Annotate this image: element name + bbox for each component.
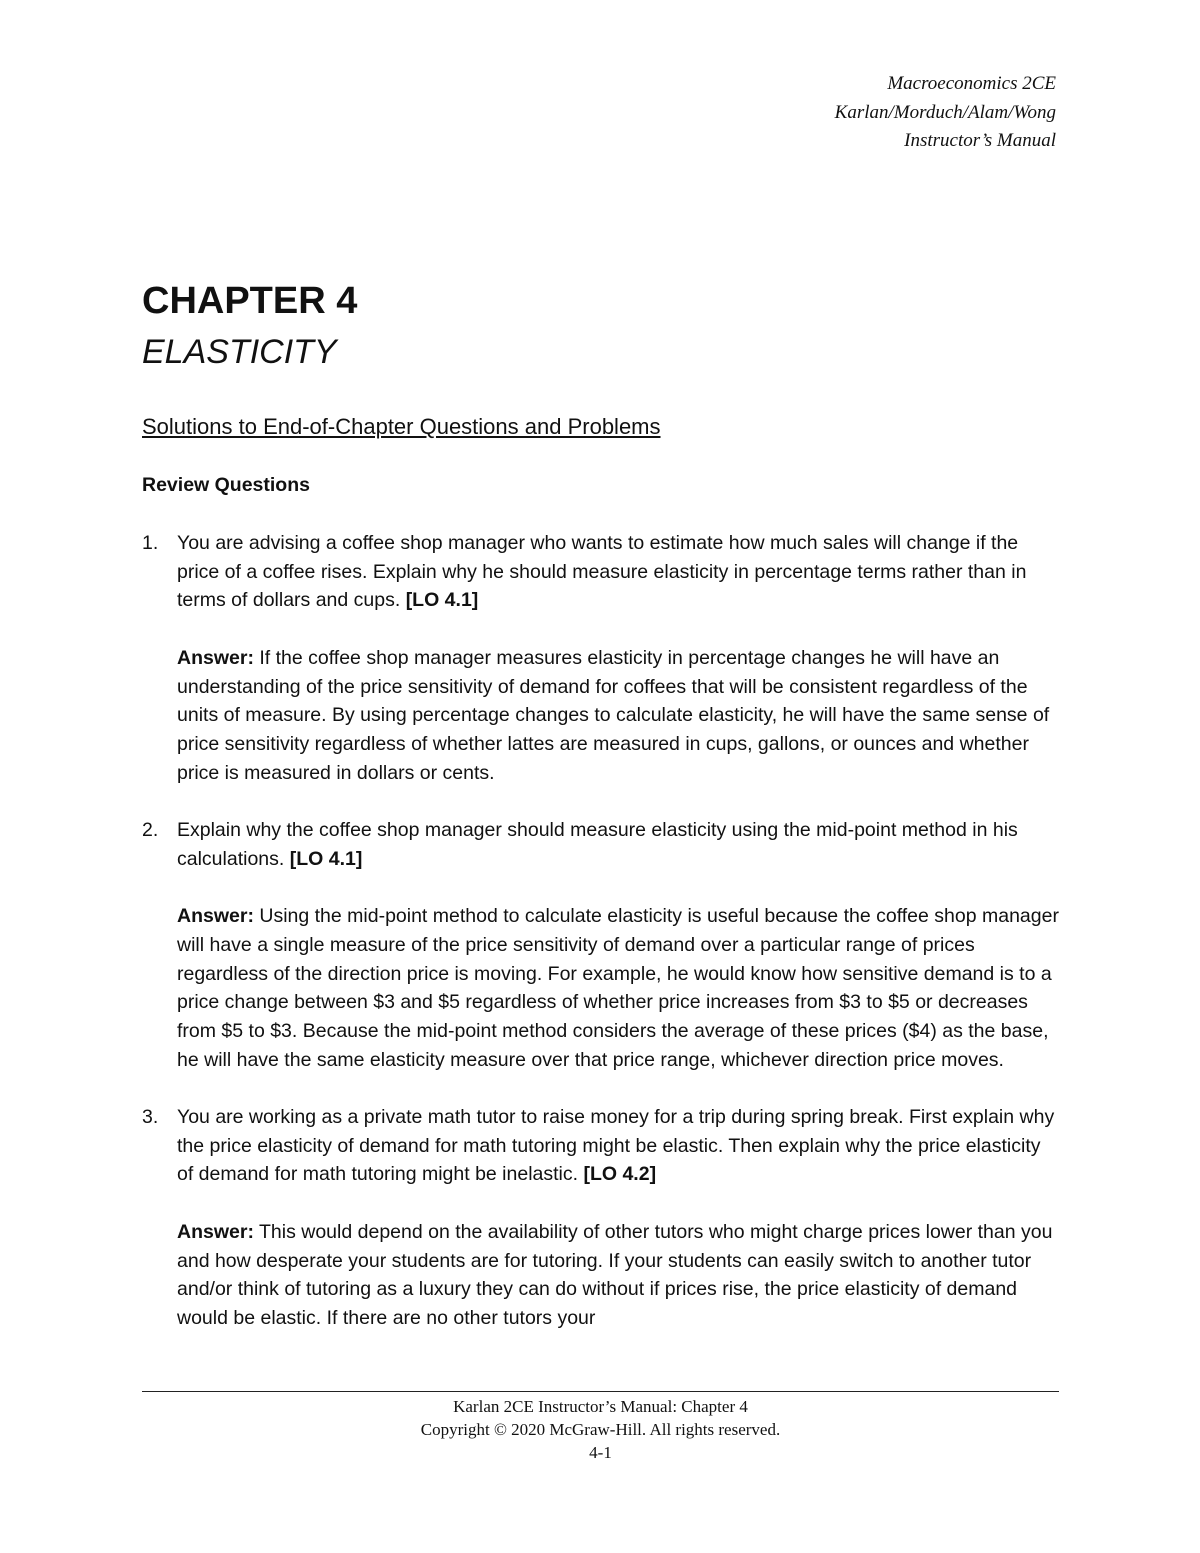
answer-label: Answer:	[177, 905, 254, 928]
review-questions-list	[142, 529, 1062, 1361]
answer-text	[177, 902, 1062, 1074]
question-body: Explain why the coffee shop manager should measure elasticity using the mid-point method in his calculations.	[177, 819, 1018, 870]
question-text	[177, 529, 1062, 615]
chapter-number: CHAPTER 4	[142, 280, 358, 322]
footer-manual-title: Karlan 2CE Instructor’s Manual: Chapter 4	[453, 1397, 748, 1416]
question-body: You are advising a coffee shop manager who wants to estimate how much sales will change if the price of a coffee rises. Explain why he should measure elasticity in percentage terms rather than in terms of dollars and cups.	[177, 532, 1027, 612]
answer-text	[177, 644, 1062, 788]
question-text	[177, 816, 1062, 873]
question-body: You are working as a private math tutor to raise money for a trip during spring break. First explain why the price elasticity of demand for math tutoring might be elastic. Then explain why the price elasticity of demand for math tutoring might be inelastic.	[177, 1106, 1055, 1186]
question-number: 1.	[142, 532, 159, 554]
learning-objective-tag: [LO 4.2]	[583, 1163, 657, 1186]
answer-label: Answer:	[177, 646, 254, 669]
learning-objective-tag: [LO 4.1]	[405, 589, 479, 612]
answer-body: Using the mid-point method to calculate elasticity is useful because the coffee shop manager will have a single measure of the price sensitivity of demand over a particular range of prices regardless of the direction price is moving. For example, he would know how sensitive demand is to a price change between $3 and $5 regardless of whether price increases from $3 to $5 or decreases from $5 to $3. Because the mid-point method considers the average of these prices ($4) as the base, he will have the same elasticity measure over that price range, whichever direction price moves.	[177, 905, 1059, 1071]
learning-objective-tag: [LO 4.1]	[289, 847, 363, 870]
answer-text	[177, 1218, 1062, 1333]
header-authors: Karlan/Morduch/Alam/Wong	[834, 101, 1056, 123]
solutions-heading: Solutions to End-of-Chapter Questions and Problems	[142, 414, 661, 439]
question-item-2	[142, 816, 1062, 1074]
question-text	[177, 1103, 1062, 1189]
header-manual-type: Instructor’s Manual	[904, 130, 1056, 151]
answer-body: This would depend on the availability of other tutors who might charge prices lower than you and how desperate your students are for tutoring. If your students can easily switch to another tutor and/or think of tutoring as a luxury they can do without if prices rise, the price elasticity of demand would be elastic. If there are no other tutors your	[177, 1220, 1053, 1329]
header-book-title: Macroeconomics 2CE	[887, 73, 1056, 94]
footer-divider	[142, 1391, 1059, 1392]
question-item-1	[142, 529, 1062, 787]
page-footer	[142, 1395, 1059, 1464]
page-number: 4-1	[589, 1443, 612, 1462]
footer-copyright: Copyright © 2020 McGraw-Hill. All rights reserved.	[420, 1420, 781, 1439]
chapter-title: ELASTICITY	[142, 333, 337, 371]
answer-body: If the coffee shop manager measures elasticity in percentage changes he will have an understanding of the price sensitivity of demand for coffees that will be consistent regardless of the units of measure. By using percentage changes to calculate elasticity, he will have the same sense of price sensitivity regardless of whether lattes are measured in cups, gallons, or ounces and whether price is measured in dollars or cents.	[177, 646, 1050, 784]
review-questions-heading: Review Questions	[142, 474, 310, 496]
question-number: 3.	[142, 1106, 159, 1128]
answer-label: Answer:	[177, 1220, 254, 1243]
question-number: 2.	[142, 819, 159, 841]
question-item-3	[142, 1103, 1062, 1333]
running-header	[835, 70, 1056, 156]
